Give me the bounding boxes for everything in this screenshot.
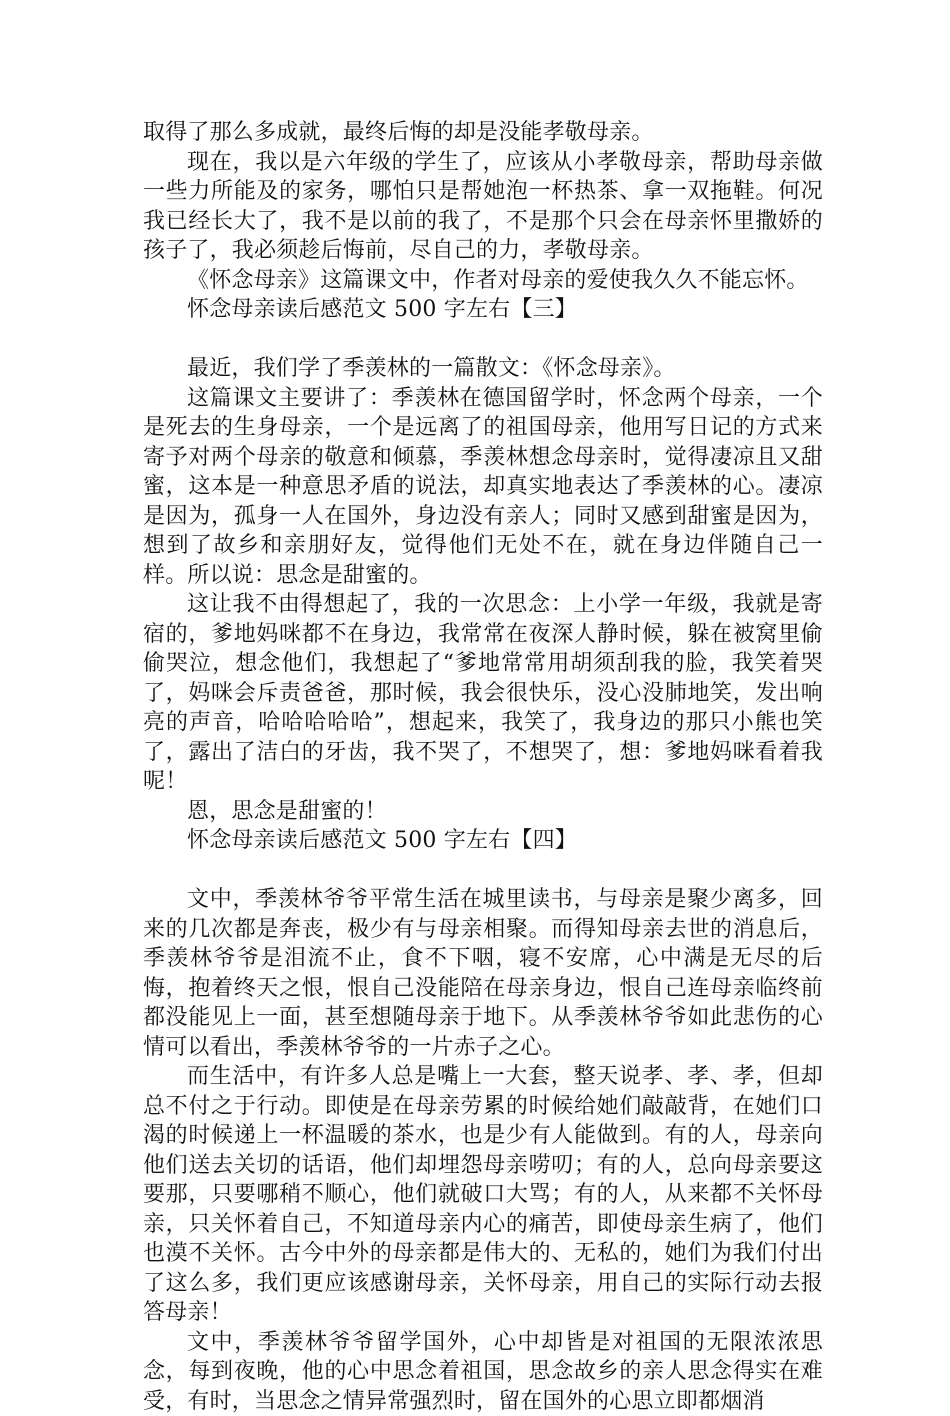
paragraph: 文中，季羡林爷爷留学国外，心中却皆是对祖国的无限浓浓思念，每到夜晚，他的心中思念着祖国，思念故乡的亲人思念得实在难受，有时，当思念之情异常强烈时，留在国外的心思立即都烟消 [143, 1328, 823, 1416]
paragraph: 这篇课文主要讲了：季羡林在德国留学时，怀念两个母亲，一个是死去的生身母亲，一个是远离了的祖国母亲，他用写日记的方式来寄予对两个母亲的敬意和倾慕，季羡林想念母亲时，觉得凄凉且又甜蜜，这本是一种意思矛盾的说法，却真实地表达了季羡林的心。凄凉是因为，孤身一人在国外，身边没有亲人；同时又感到甜蜜是因为，想到了故乡和亲朋好友，觉得他们无处不在，就在身边伴随自己一样。所以说：思念是甜蜜的。 [143, 384, 823, 591]
document-page [143, 118, 823, 1416]
blank-line [143, 325, 823, 355]
paragraph: 恩，思念是甜蜜的！ [143, 797, 823, 827]
paragraph: 这让我不由得想起了，我的一次思念：上小学一年级，我就是寄宿的，爹地妈咪都不在身边，我常常在夜深人静时候，躲在被窝里偷偷哭泣，想念他们，我想起了“爹地常常用胡须刮我的脸，我笑着哭了，妈咪会斥责爸爸，那时候，我会很快乐，没心没肺地笑，发出响亮的声音，哈哈哈哈哈”，想起来，我笑了，我身边的那只小熊也笑了，露出了洁白的牙齿，我不哭了，不想哭了，想：爹地妈咪看着我呢！ [143, 590, 823, 797]
paragraph: 取得了那么多成就，最终后悔的却是没能孝敬母亲。 [143, 118, 823, 148]
section-heading-4: 怀念母亲读后感范文 500 字左右【四】 [143, 826, 823, 856]
paragraph: 《怀念母亲》这篇课文中，作者对母亲的爱使我久久不能忘怀。 [143, 266, 823, 296]
paragraph: 现在，我以是六年级的学生了，应该从小孝敬母亲，帮助母亲做一些力所能及的家务，哪怕只是帮她泡一杯热茶、拿一双拖鞋。何况我已经长大了，我不是以前的我了，不是那个只会在母亲怀里撒娇的孩子了，我必须趁后悔前，尽自己的力，孝敬母亲。 [143, 148, 823, 266]
section-heading-3: 怀念母亲读后感范文 500 字左右【三】 [143, 295, 823, 325]
blank-line [143, 856, 823, 886]
paragraph: 最近，我们学了季羡林的一篇散文：《怀念母亲》。 [143, 354, 823, 384]
paragraph: 文中，季羡林爷爷平常生活在城里读书，与母亲是聚少离多，回来的几次都是奔丧，极少有与母亲相聚。而得知母亲去世的消息后，季羡林爷爷是泪流不止，食不下咽，寝不安席，心中满是无尽的后悔，抱着终天之恨，恨自己没能陪在母亲身边，恨自己连母亲临终前都没能见上一面，甚至想随母亲于地下。从季羡林爷爷如此悲伤的心情可以看出，季羡林爷爷的一片赤子之心。 [143, 885, 823, 1062]
paragraph: 而生活中，有许多人总是嘴上一大套，整天说孝、孝、孝，但却总不付之于行动。即使是在母亲劳累的时候给她们敲敲背，在她们口渴的时候递上一杯温暖的茶水，也是少有人能做到。有的人，母亲向他们送去关切的话语，他们却埋怨母亲唠叨；有的人，总向母亲要这要那，只要哪稍不顺心，他们就破口大骂；有的人，从来都不关怀母亲，只关怀着自己，不知道母亲内心的痛苦，即使母亲生病了，他们也漠不关怀。古今中外的母亲都是伟大的、无私的，她们为我们付出了这么多，我们更应该感谢母亲，关怀母亲，用自己的实际行动去报答母亲！ [143, 1062, 823, 1328]
